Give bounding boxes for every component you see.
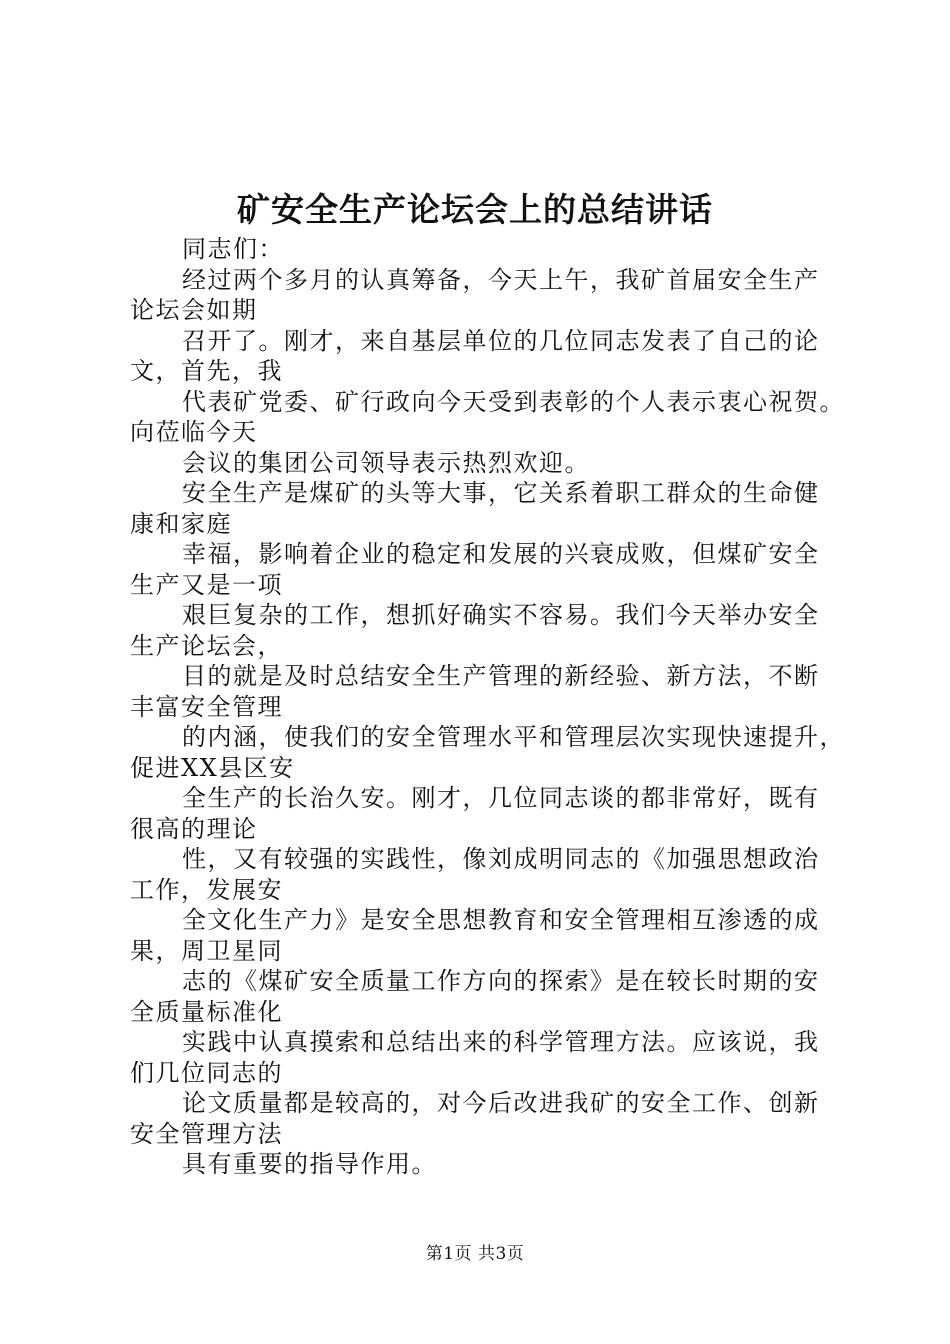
body-line: 们几位同志的 [130, 1058, 283, 1087]
body-line: 实践中认真摸索和总结出来的科学管理方法。应该说，我 [182, 1028, 820, 1056]
body-line: 文，首先，我 [130, 357, 283, 385]
page-number-footer: 第1页 共3页 [425, 1244, 525, 1264]
body-line: 工作，发展安 [130, 875, 283, 904]
body-line: 论坛会如期 [130, 296, 258, 324]
body-line: 全质量标准化 [130, 997, 283, 1026]
body-line: 丰富安全管理 [130, 692, 283, 721]
body-line: 生产又是一项 [130, 570, 283, 599]
body-line: 经过两个多月的认真筹备，今天上午，我矿首届安全生产 [182, 265, 820, 294]
body-line: 向莅临今天 [130, 418, 258, 446]
body-line: 性，又有较强的实践性，像刘成明同志的《加强思想政治 [182, 845, 820, 873]
body-line: 的内涵，使我们的安全管理水平和管理层次实现快速提升， [182, 723, 845, 751]
body-line: 代表矿党委、矿行政向今天受到表彰的个人表示衷心祝贺。 [182, 387, 845, 416]
body-line: 安全管理方法 [130, 1119, 283, 1148]
body-line: 论文质量都是较高的，对今后改进我矿的安全工作、创新 [182, 1089, 820, 1117]
body-line: 具有重要的指导作用。 [182, 1150, 437, 1178]
body-line: 志的《煤矿安全质量工作方向的探索》是在较长时期的安 [182, 967, 820, 995]
body-line: 艰巨复杂的工作，想抓好确实不容易。我们今天举办安全 [182, 601, 820, 629]
body-line: 生产论坛会， [130, 631, 283, 660]
body-line: 幸福，影响着企业的稳定和发展的兴衰成败，但煤矿安全 [182, 540, 820, 568]
body-line: 召开了。刚才，来自基层单位的几位同志发表了自己的论 [182, 326, 820, 355]
body-line: 安全生产是煤矿的头等大事，它关系着职工群众的生命健 [182, 479, 820, 507]
body-line: 同志们： [182, 235, 284, 263]
body-line: 目的就是及时总结安全生产管理的新经验、新方法，不断 [182, 662, 820, 690]
body-line: 很高的理论 [130, 814, 258, 843]
body-line: 果，周卫星同 [130, 936, 283, 965]
body-line: 会议的集团公司领导表示热烈欢迎。 [182, 448, 590, 477]
body-line: 康和家庭 [130, 509, 232, 538]
body-line: 全文化生产力》是安全思想教育和安全管理相互渗透的成 [182, 906, 820, 934]
document-title: 矿安全生产论坛会上的总结讲话 [237, 190, 713, 229]
body-line: 促进XX县区安 [130, 753, 295, 782]
body-line: 全生产的长治久安。刚才，几位同志谈的都非常好，既有 [182, 784, 820, 812]
document-body [130, 234, 845, 1180]
